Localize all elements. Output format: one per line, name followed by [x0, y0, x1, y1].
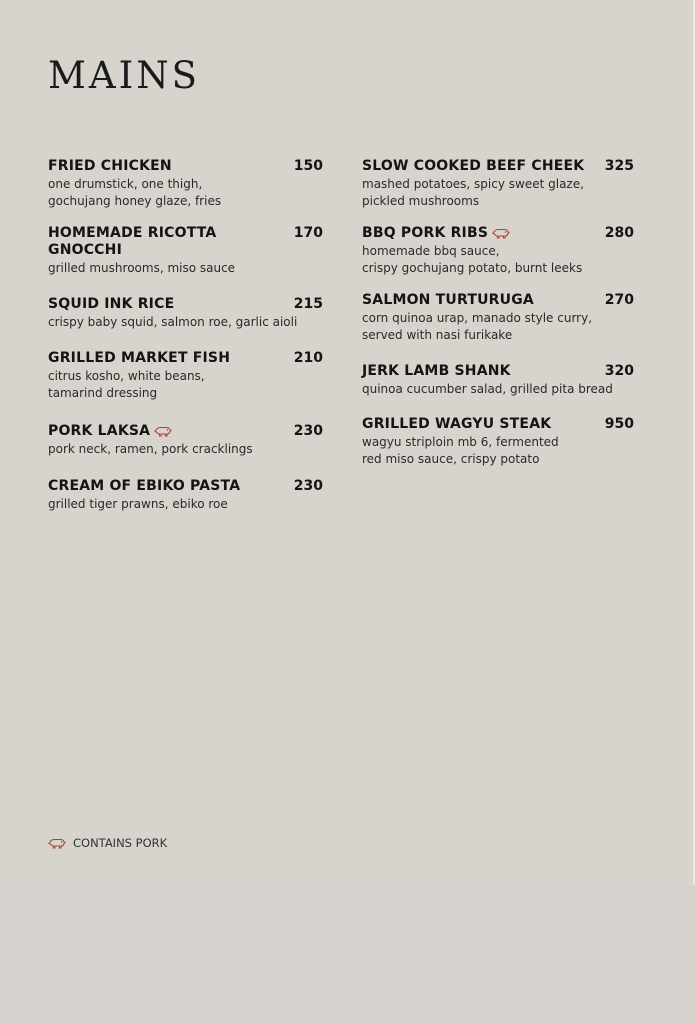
menu-item: [48, 478, 323, 513]
menu-item: [48, 296, 323, 331]
item-description: homemade bbq sauce, crispy gochujang potato, burnt leeks: [362, 244, 583, 275]
item-price: 320: [604, 363, 634, 379]
menu-item: [48, 423, 323, 458]
item-name: CREAM OF EBIKO PASTA: [48, 478, 241, 494]
item-name-wrap: [48, 423, 172, 440]
item-name: SALMON TURTURUGA: [362, 292, 534, 308]
legend-text: CONTAINS PORK: [73, 836, 168, 850]
item-description: grilled mushrooms, miso sauce: [48, 261, 236, 275]
item-name: SQUID INK RICE: [48, 296, 175, 312]
item-price: 950: [604, 416, 634, 432]
item-description: corn quinoa urap, manado style curry, served with nasi furikake: [362, 311, 593, 342]
item-name-wrap: [362, 225, 510, 242]
menu-item: [48, 350, 323, 402]
item-price: 150: [293, 158, 323, 174]
pig-icon: [492, 228, 510, 239]
menu-item: [362, 363, 634, 398]
item-name: GRILLED MARKET FISH: [48, 350, 231, 366]
item-description: wagyu striploin mb 6, fermented red miso sauce, crispy potato: [362, 435, 559, 466]
item-description: citrus kosho, white beans, tamarind dressing: [48, 369, 205, 400]
item-description: grilled tiger prawns, ebiko roe: [48, 497, 228, 511]
menu-item: [362, 158, 634, 210]
item-price: 210: [293, 350, 323, 366]
item-price: 280: [604, 225, 634, 241]
menu-item: [48, 158, 323, 210]
item-description: quinoa cucumber salad, grilled pita bread: [362, 382, 613, 396]
menu-item: [362, 292, 634, 344]
item-price: 325: [604, 158, 634, 174]
pork-legend: [48, 836, 167, 850]
item-price: 230: [293, 423, 323, 439]
background-margin: [0, 885, 695, 1024]
item-description: mashed potatoes, spicy sweet glaze, pickled mushrooms: [362, 177, 584, 208]
pig-icon: [48, 838, 66, 849]
item-description: pork neck, ramen, pork cracklings: [48, 442, 253, 456]
item-name: JERK LAMB SHANK: [362, 363, 511, 379]
menu-item: [362, 416, 634, 468]
menu-item: [48, 225, 323, 277]
pig-icon: [154, 426, 172, 437]
item-name: PORK LAKSA: [48, 423, 151, 439]
menu-item: [362, 225, 634, 277]
page-title: MAINS: [48, 54, 200, 97]
item-name: SLOW COOKED BEEF CHEEK: [362, 158, 585, 174]
item-description: one drumstick, one thigh, gochujang honey glaze, fries: [48, 177, 222, 208]
item-price: 270: [604, 292, 634, 308]
item-name: HOMEMADE RICOTTA GNOCCHI: [48, 225, 217, 258]
item-name: GRILLED WAGYU STEAK: [362, 416, 552, 432]
item-price: 230: [293, 478, 323, 494]
item-name: FRIED CHICKEN: [48, 158, 172, 174]
item-price: 215: [293, 296, 323, 312]
item-name: BBQ PORK RIBS: [362, 225, 489, 241]
item-price: 170: [293, 225, 323, 241]
item-description: crispy baby squid, salmon roe, garlic aioli: [48, 315, 298, 329]
